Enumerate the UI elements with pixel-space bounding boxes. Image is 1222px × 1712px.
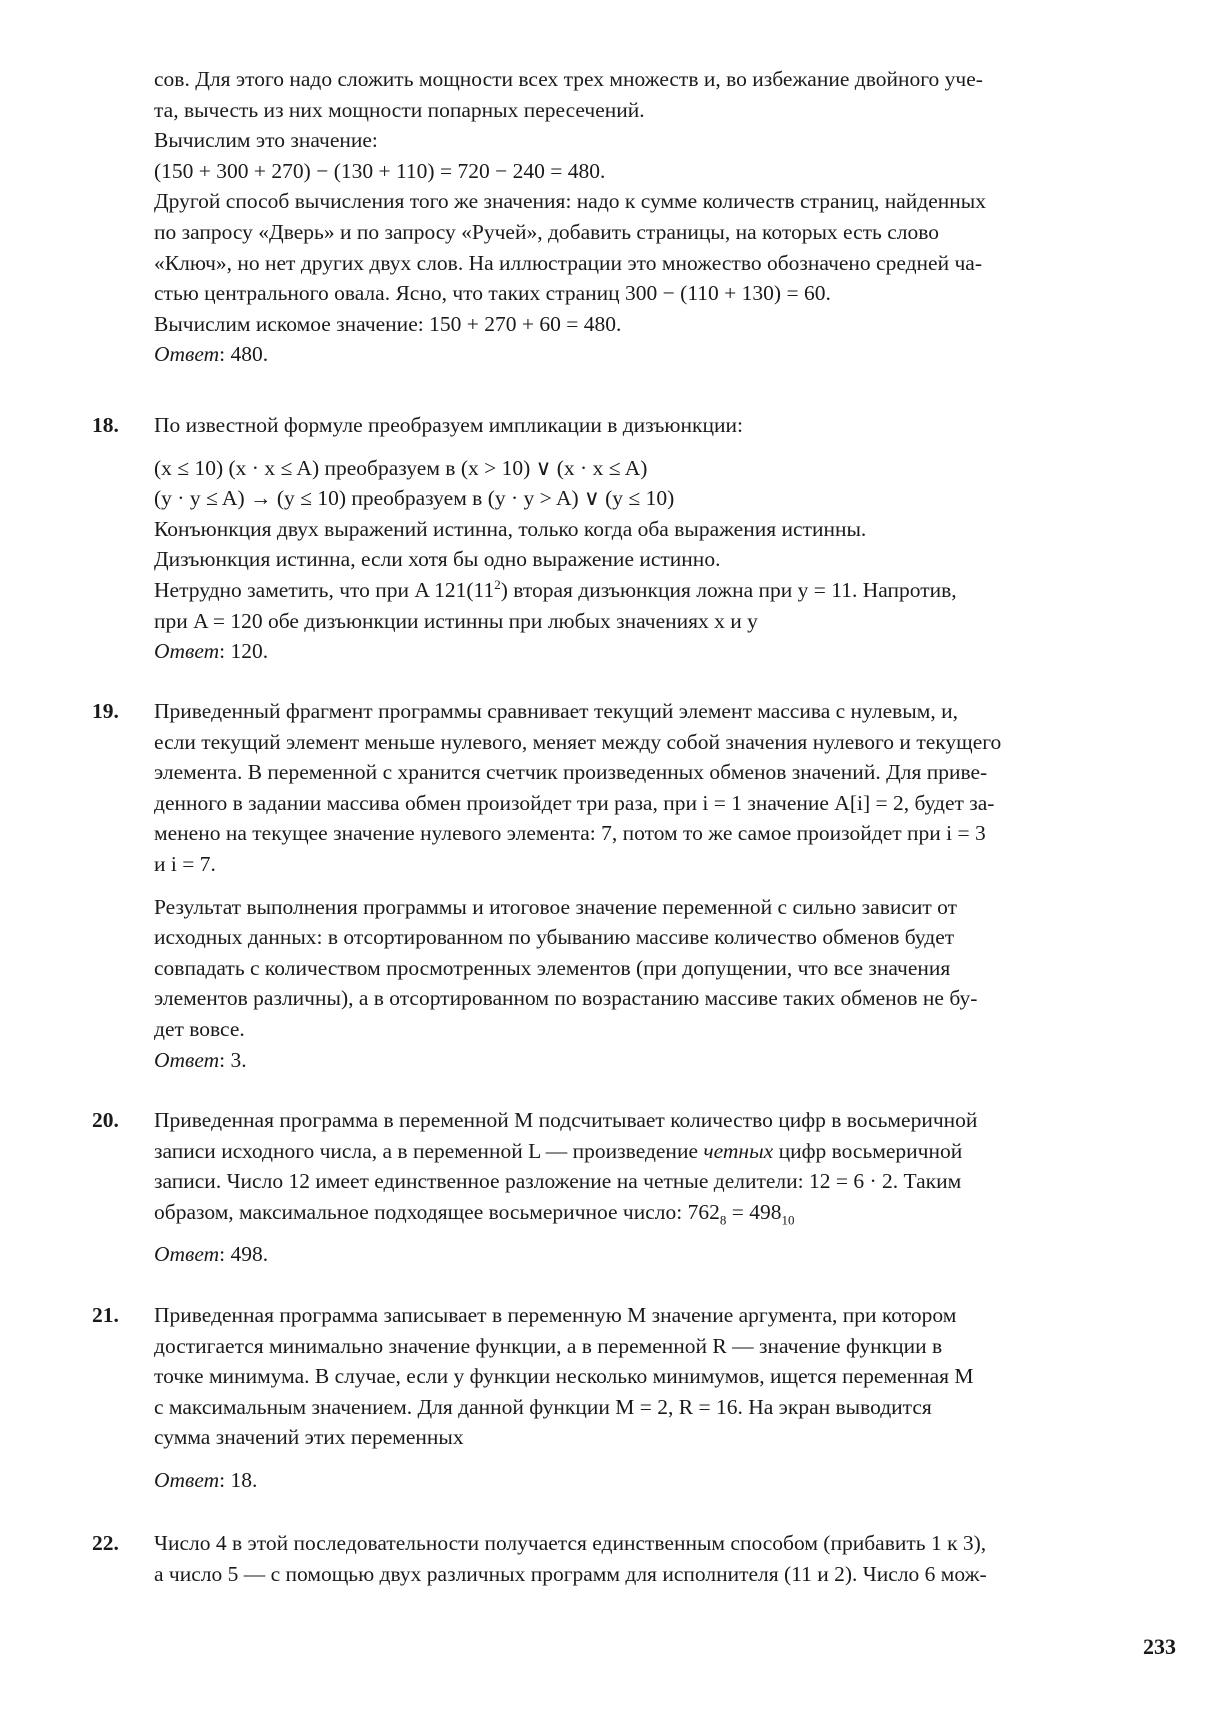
text-line: Дизъюнкция истинна, если хотя бы одно выражение истинно. bbox=[154, 547, 721, 572]
text-line: совпадать с количеством просмотренных элементов (при допущении, что все значения bbox=[154, 955, 951, 980]
answer-line bbox=[154, 1045, 1200, 1076]
text-line: По известной формуле преобразуем импликации в дизъюнкции: bbox=[154, 413, 743, 437]
subscript: 8 bbox=[719, 1212, 727, 1228]
text-line: а число 5 — с помощью двух различных программ для исполнителя (11 и 2). Число 6 мож- bbox=[154, 1561, 987, 1586]
text-line: исходных данных: в отсортированном по убыванию массиве количество обменов будет bbox=[154, 925, 955, 950]
text-line: по запросу «Дверь» и по запросу «Ручей», добавить страницы, на которых есть слово bbox=[154, 219, 939, 244]
text-line: точке минимума. В случае, если у функции несколько минимумов, ищется переменная M bbox=[154, 1364, 974, 1389]
answer-line bbox=[154, 1465, 1200, 1496]
problem-number: 22. bbox=[92, 1531, 119, 1555]
page-number: 233 bbox=[1143, 1634, 1176, 1659]
subscript: 10 bbox=[781, 1212, 795, 1228]
text-line bbox=[154, 575, 1200, 606]
answer-line bbox=[154, 339, 1200, 370]
text-span: записи исходного числа, а в переменной L — произведение bbox=[154, 1138, 704, 1163]
answer-label: Ответ bbox=[154, 1047, 220, 1072]
text-line: Вычислим искомое значение: 150 + 270 + 60 = 480. bbox=[154, 311, 622, 336]
answer-line bbox=[154, 1239, 1200, 1270]
answer-value: : 480. bbox=[219, 342, 269, 367]
answer-value: : 3. bbox=[219, 1047, 247, 1072]
superscript: 2 bbox=[494, 576, 501, 592]
answer-value: : 120. bbox=[219, 639, 269, 664]
problem-number: 18. bbox=[92, 413, 119, 437]
text-span: образом, максимальное подходящее восьмеричное число: 762 bbox=[154, 1199, 720, 1224]
text-line: «Ключ», но нет других двух слов. На иллюстрации это множество обозначено средней ча- bbox=[154, 250, 982, 275]
problem-20 bbox=[154, 1105, 1200, 1270]
text-line: та, вычесть из них мощности попарных пересечений. bbox=[154, 97, 645, 122]
problem-17-continuation bbox=[154, 64, 1200, 370]
text-line: если текущий элемент меньше нулевого, меняет между собой значения нулевого и текущего bbox=[154, 729, 1002, 754]
problem-number: 21. bbox=[92, 1303, 119, 1327]
answer-label: Ответ bbox=[154, 639, 220, 664]
text-line: менено на текущее значение нулевого элемента: 7, потом то же самое произойдет при i = 3 bbox=[154, 821, 986, 846]
text-line: элемента. В переменной c хранится счетчик произведенных обменов значений. Для приве- bbox=[154, 760, 988, 785]
text-line: сумма значений этих переменных bbox=[154, 1425, 464, 1450]
text-line: Приведенный фрагмент программы сравнивает текущий элемент массива с нулевым, и, bbox=[154, 699, 958, 723]
text-line: Конъюнкция двух выражений истинна, только когда оба выражения истинны. bbox=[154, 516, 867, 541]
answer-value: : 498. bbox=[219, 1242, 269, 1267]
text-line: достигается минимально значение функции, а в переменной R — значение функции в bbox=[154, 1333, 943, 1358]
text-line: при A = 120 обе дизъюнкции истинны при любых значениях x и y bbox=[154, 608, 758, 633]
text-line: стью центрального овала. Ясно, что таких страниц 300 − (110 + 130) = 60. bbox=[154, 281, 831, 306]
problem-21 bbox=[154, 1300, 1200, 1496]
problem-18 bbox=[154, 410, 1200, 667]
text-line: Приведенная программа в переменной M подсчитывает количество цифр в восьмеричной bbox=[154, 1108, 978, 1132]
answer-label: Ответ bbox=[154, 1242, 220, 1267]
formula-line: (x ≤ 10) (x · x ≤ A) преобразуем в (x > 10) ∨ (x · x ≤ A) bbox=[154, 455, 648, 480]
answer-label: Ответ bbox=[154, 342, 220, 367]
problem-22 bbox=[154, 1528, 1200, 1589]
problem-number: 19. bbox=[92, 699, 119, 723]
text-line: элементов различны), а в отсортированном по возрастанию массиве таких обменов не бу- bbox=[154, 986, 978, 1011]
text-span: ) вторая дизъюнкция ложна при y = 11. Напротив, bbox=[500, 577, 957, 602]
text-line: дет вовсе. bbox=[154, 1016, 245, 1041]
text-span: цифр восьмеричной bbox=[773, 1138, 963, 1163]
text-line: Результат выполнения программы и итоговое значение переменной c сильно зависит от bbox=[154, 894, 958, 919]
text-line: сов. Для этого надо сложить мощности всех трех множеств и, во избежание двойного уче- bbox=[154, 67, 983, 91]
text-line: и i = 7. bbox=[154, 851, 216, 876]
formula-line: (150 + 300 + 270) − (130 + 110) = 720 − 240 = 480. bbox=[154, 158, 606, 183]
text-line: с максимальным значением. Для данной функции M = 2, R = 16. На экран выводится bbox=[154, 1394, 932, 1419]
answer-value: : 18. bbox=[219, 1467, 258, 1492]
problem-number: 20. bbox=[92, 1108, 119, 1132]
text-span: = 498 bbox=[726, 1199, 782, 1224]
text-line: Вычислим это значение: bbox=[154, 128, 378, 153]
text-line bbox=[154, 1197, 1200, 1228]
text-line: записи. Число 12 имеет единственное разложение на четные делители: 12 = 6 · 2. Таким bbox=[154, 1169, 962, 1194]
text-line: Число 4 в этой последовательности получается единственным способом (прибавить 1 к 3), bbox=[154, 1531, 987, 1555]
text-line: Другой способ вычисления того же значения: надо к сумме количеств страниц, найденных bbox=[154, 189, 986, 214]
text-line: Приведенная программа записывает в переменную M значение аргумента, при котором bbox=[154, 1303, 957, 1327]
answer-label: Ответ bbox=[154, 1467, 220, 1492]
answer-line bbox=[154, 636, 1200, 667]
text-line: денного в задании массива обмен произойдет три раза, при i = 1 значение A[i] = 2, будет за- bbox=[154, 790, 995, 815]
formula-line: (y · y ≤ A) → (y ≤ 10) преобразуем в (y · y > A) ∨ (y ≤ 10) bbox=[154, 486, 675, 511]
text-line bbox=[154, 1136, 1200, 1167]
text-span: Нетрудно заметить, что при A 121(11 bbox=[154, 577, 495, 602]
emphasis: четных bbox=[703, 1138, 774, 1163]
problem-19 bbox=[154, 696, 1200, 1075]
